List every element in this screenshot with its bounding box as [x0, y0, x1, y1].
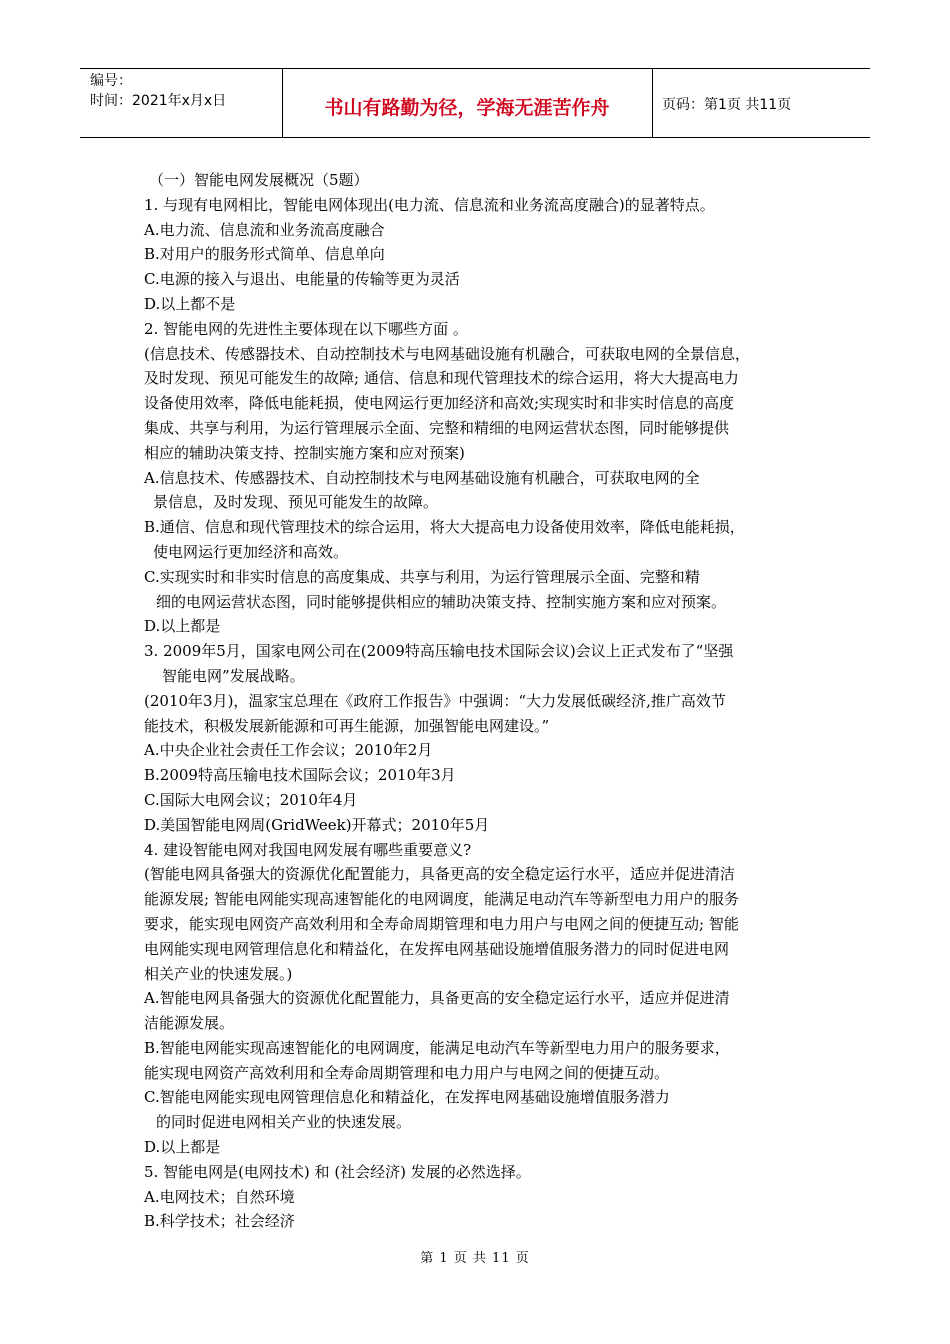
option-continuation: 能实现电网资产高效利用和全寿命周期管理和电力用户与电网之间的便捷互动。	[144, 1063, 670, 1082]
option-line: D.美国智能电网周(GridWeek)开幕式；2010年5月	[144, 815, 490, 834]
question-line: 5. 智能电网是(电网技术) 和 (社会经济) 发展的必然选择。	[144, 1162, 531, 1181]
option-line: D.以上都是	[144, 617, 221, 636]
option-continuation: 的同时促进电网相关产业的快速发展。	[156, 1113, 412, 1132]
option-line: B.对用户的服务形式简单、信息单向	[144, 245, 385, 264]
option-continuation: 细的电网运营状态图，同时能够提供相应的辅助决策支持、控制实施方案和应对预案。	[156, 592, 727, 611]
answer-line: 相应的辅助决策支持、控制实施方案和应对预案)	[144, 443, 465, 462]
option-line: B.通信、信息和现代管理技术的综合运用，将大大提高电力设备使用效率，降低电能耗损，	[144, 518, 745, 537]
option-line: B.智能电网能实现高速智能化的电网调度，能满足电动汽车等新型电力用户的服务要求，	[144, 1038, 730, 1057]
question-line: 1. 与现有电网相比，智能电网体现出(电力流、信息流和业务流高度融合)的显著特点。	[144, 195, 715, 214]
answer-line: (信息技术、传感器技术、自动控制技术与电网基础设施有机融合，可获取电网的全景信息，	[144, 344, 750, 363]
option-line: A.中央企业社会责任工作会议；2010年2月	[144, 741, 433, 760]
header-meta-cell	[80, 69, 283, 137]
option-line: C.智能电网能实现电网管理信息化和精益化，在发挥电网基础设施增值服务潜力	[144, 1088, 670, 1107]
page-header	[80, 68, 870, 138]
answer-line: 能源发展; 智能电网能实现高速智能化的电网调度，能满足电动汽车等新型电力用户的服务	[144, 890, 739, 909]
option-line: A.智能电网具备强大的资源优化配置能力，具备更高的安全稳定运行水平，适应并促进清	[144, 989, 730, 1008]
document-body	[144, 168, 824, 1234]
answer-line: 电网能实现电网管理信息化和精益化，在发挥电网基础设施增值服务潜力的同时促进电网	[144, 939, 730, 958]
option-line: D.以上都是	[144, 1138, 221, 1157]
answer-line: 要求，能实现电网资产高效利用和全寿命周期管理和电力用户与电网之间的便捷互动; 智能	[144, 914, 739, 933]
question-line: 2. 智能电网的先进性主要体现在以下哪些方面 。	[144, 319, 468, 338]
option-continuation: 洁能源发展。	[144, 1014, 235, 1033]
answer-line: (2010年3月)，温家宝总理在《政府工作报告》中强调：“大力发展低碳经济,推广高效节	[144, 691, 726, 710]
question-line: 3. 2009年5月，国家电网公司在(2009特高压输电技术国际会议)会议上正式发布了“坚强	[144, 642, 734, 661]
option-continuation: 使电网运行更加经济和高效。	[153, 542, 349, 561]
option-line: B.科学技术；社会经济	[144, 1212, 295, 1231]
question-continuation: 智能电网”发展战略。	[162, 666, 305, 685]
header-page-info: 页码：第1页 共11页	[662, 97, 792, 113]
document-number-label: 编号：	[90, 73, 132, 89]
page-footer: 第 1 页 共 11 页	[420, 1251, 530, 1266]
option-line: C.国际大电网会议；2010年4月	[144, 790, 358, 809]
section-title: （一）智能电网发展概况（5题）	[149, 171, 369, 189]
header-page-cell	[652, 69, 870, 137]
answer-line: 能技术，积极发展新能源和可再生能源，加强智能电网建设。”	[144, 716, 550, 735]
answer-line: 设备使用效率，降低电能耗损，使电网运行更加经济和高效;实现实时和非实时信息的高度	[144, 394, 735, 413]
option-line: A.电力流、信息流和业务流高度融合	[144, 220, 385, 239]
option-line: C.实现实时和非实时信息的高度集成、共享与利用，为运行管理展示全面、完整和精	[144, 567, 700, 586]
option-line: A.电网技术；自然环境	[144, 1187, 295, 1206]
answer-line: 集成、共享与利用，为运行管理展示全面、完整和精细的电网运营状态图，同时能够提供	[144, 418, 730, 437]
answer-line: 及时发现、预见可能发生的故障; 通信、信息和现代管理技术的综合运用，将大大提高电力	[144, 369, 739, 388]
header-motto-cell	[282, 69, 653, 137]
option-line: D.以上都不是	[144, 294, 236, 313]
answer-line: (智能电网具备强大的资源优化配置能力，具备更高的安全稳定运行水平，适应并促进清洁	[144, 865, 735, 884]
question-line: 4. 建设智能电网对我国电网发展有哪些重要意义?	[144, 840, 472, 859]
option-line: A.信息技术、传感器技术、自动控制技术与电网基础设施有机融合，可获取电网的全	[144, 468, 700, 487]
header-motto: 书山有路勤为径，学海无涯苦作舟	[324, 97, 610, 119]
option-line: B.2009特高压输电技术国际会议；2010年3月	[144, 766, 456, 785]
option-continuation: 景信息，及时发现、预见可能发生的故障。	[153, 493, 439, 512]
option-line: C.电源的接入与退出、电能量的传输等更为灵活	[144, 270, 460, 289]
document-date: 时间：2021年x月x日	[90, 93, 227, 109]
answer-line: 相关产业的快速发展。)	[144, 964, 293, 983]
